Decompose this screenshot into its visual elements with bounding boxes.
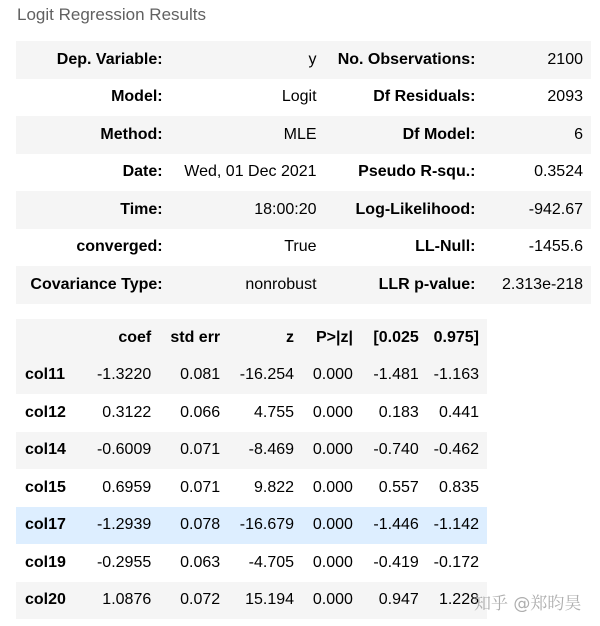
- table-row: [16, 41, 591, 79]
- ci-lower-value: 0.557: [378, 478, 419, 496]
- coef-value: -0.2955: [96, 553, 152, 571]
- variable-name: col14: [25, 441, 66, 459]
- stat-value: 2093: [547, 88, 583, 106]
- header-ci-upper: 0.975]: [433, 328, 479, 346]
- ci-upper-value: -1.142: [433, 516, 479, 534]
- std-err-value: 0.071: [180, 441, 221, 459]
- header-row: [16, 319, 487, 357]
- stat-label: Model:: [111, 88, 163, 106]
- variable-name: col12: [25, 403, 66, 421]
- table-row: [16, 191, 591, 229]
- coef-value: 0.3122: [102, 403, 152, 421]
- table-row: [16, 469, 487, 507]
- ci-lower-value: -1.446: [373, 516, 419, 534]
- stat-label: No. Observations:: [337, 50, 476, 68]
- stat-value: 18:00:20: [254, 200, 317, 218]
- table-row-highlighted[interactable]: [16, 507, 487, 545]
- p-value: 0.000: [312, 403, 353, 421]
- stat-value: 6: [574, 125, 583, 143]
- stat-label: Covariance Type:: [30, 275, 163, 293]
- p-value: 0.000: [312, 591, 353, 609]
- coef-value: -1.3220: [96, 366, 152, 384]
- header-z: z: [286, 328, 295, 346]
- stat-label: converged:: [76, 238, 163, 256]
- table-row: [16, 116, 591, 154]
- header-ci-lower: [0.025: [373, 328, 419, 346]
- stat-value: Logit: [281, 88, 317, 106]
- stat-value: -1455.6: [528, 238, 583, 256]
- table-row: [16, 432, 487, 470]
- coef-value: -1.2939: [96, 516, 152, 534]
- ci-upper-value: -1.163: [433, 366, 479, 384]
- z-value: 4.755: [253, 403, 295, 421]
- variable-name: col17: [25, 516, 66, 534]
- z-value: -16.254: [239, 366, 295, 384]
- ci-upper-value: 0.441: [438, 403, 479, 421]
- ci-lower-value: -0.419: [373, 553, 419, 571]
- ci-lower-value: -0.740: [373, 441, 419, 459]
- stat-label: LL-Null:: [415, 238, 476, 256]
- stat-label: Time:: [120, 200, 163, 218]
- ci-upper-value: 0.835: [438, 478, 479, 496]
- coefficients-table: [16, 319, 487, 619]
- ci-upper-value: -0.172: [433, 553, 479, 571]
- stat-value: 2.313e-218: [502, 275, 583, 293]
- ci-upper-value: 1.228: [438, 591, 479, 609]
- variable-name: col15: [25, 478, 66, 496]
- variable-name: col20: [25, 591, 66, 609]
- stat-value: True: [284, 238, 317, 256]
- std-err-value: 0.071: [180, 478, 221, 496]
- ci-lower-value: -1.481: [373, 366, 419, 384]
- table-row: [16, 79, 591, 117]
- stat-value: 2100: [547, 50, 583, 68]
- stat-label: Pseudo R-squ.:: [358, 163, 476, 181]
- variable-name: col11: [25, 366, 66, 384]
- std-err-value: 0.081: [180, 366, 221, 384]
- coef-value: 1.0876: [102, 591, 152, 609]
- z-value: 15.194: [245, 591, 295, 609]
- table-row: [16, 229, 591, 267]
- stat-value: Wed, 01 Dec 2021: [184, 163, 317, 181]
- p-value: 0.000: [312, 516, 353, 534]
- header-empty: [16, 319, 77, 357]
- table-row: [16, 394, 487, 432]
- z-value: -8.469: [248, 441, 295, 459]
- stat-value: -942.67: [528, 200, 583, 218]
- stat-value: 0.3524: [534, 163, 583, 181]
- model-summary-table: [16, 41, 591, 304]
- table-row: [16, 544, 487, 582]
- p-value: 0.000: [312, 441, 353, 459]
- stat-value: MLE: [283, 125, 317, 143]
- stat-label: LLR p-value:: [378, 275, 476, 293]
- table-row: [16, 266, 591, 304]
- stat-label: Dep. Variable:: [56, 50, 163, 68]
- stat-value: y: [308, 50, 317, 68]
- table-row: [16, 357, 487, 395]
- coef-value: 0.6959: [102, 478, 152, 496]
- header-coef: coef: [118, 328, 152, 346]
- stat-label: Method:: [100, 125, 163, 143]
- table-row: [16, 582, 487, 620]
- coef-value: -0.6009: [96, 441, 152, 459]
- std-err-value: 0.078: [180, 516, 221, 534]
- header-std-err: std err: [170, 328, 221, 346]
- z-value: -4.705: [248, 553, 295, 571]
- table-row: [16, 154, 591, 192]
- std-err-value: 0.072: [180, 591, 221, 609]
- p-value: 0.000: [312, 553, 353, 571]
- stat-label: Df Residuals:: [373, 88, 476, 106]
- std-err-value: 0.063: [180, 553, 221, 571]
- z-value: -16.679: [239, 516, 295, 534]
- stat-label: Df Model:: [402, 125, 476, 143]
- watermark: 知乎 @郑昀昊: [474, 594, 582, 614]
- stat-label: Date:: [122, 163, 163, 181]
- std-err-value: 0.066: [180, 403, 221, 421]
- ci-lower-value: 0.183: [378, 403, 419, 421]
- ci-upper-value: -0.462: [433, 441, 479, 459]
- stat-label: Log-Likelihood:: [355, 200, 476, 218]
- p-value: 0.000: [312, 478, 353, 496]
- variable-name: col19: [25, 553, 66, 571]
- stat-value: nonrobust: [245, 275, 317, 293]
- header-p-value: P>|z|: [315, 328, 353, 346]
- ci-lower-value: 0.947: [378, 591, 419, 609]
- table-caption: Logit Regression Results: [17, 5, 206, 24]
- z-value: 9.822: [253, 478, 295, 496]
- p-value: 0.000: [312, 366, 353, 384]
